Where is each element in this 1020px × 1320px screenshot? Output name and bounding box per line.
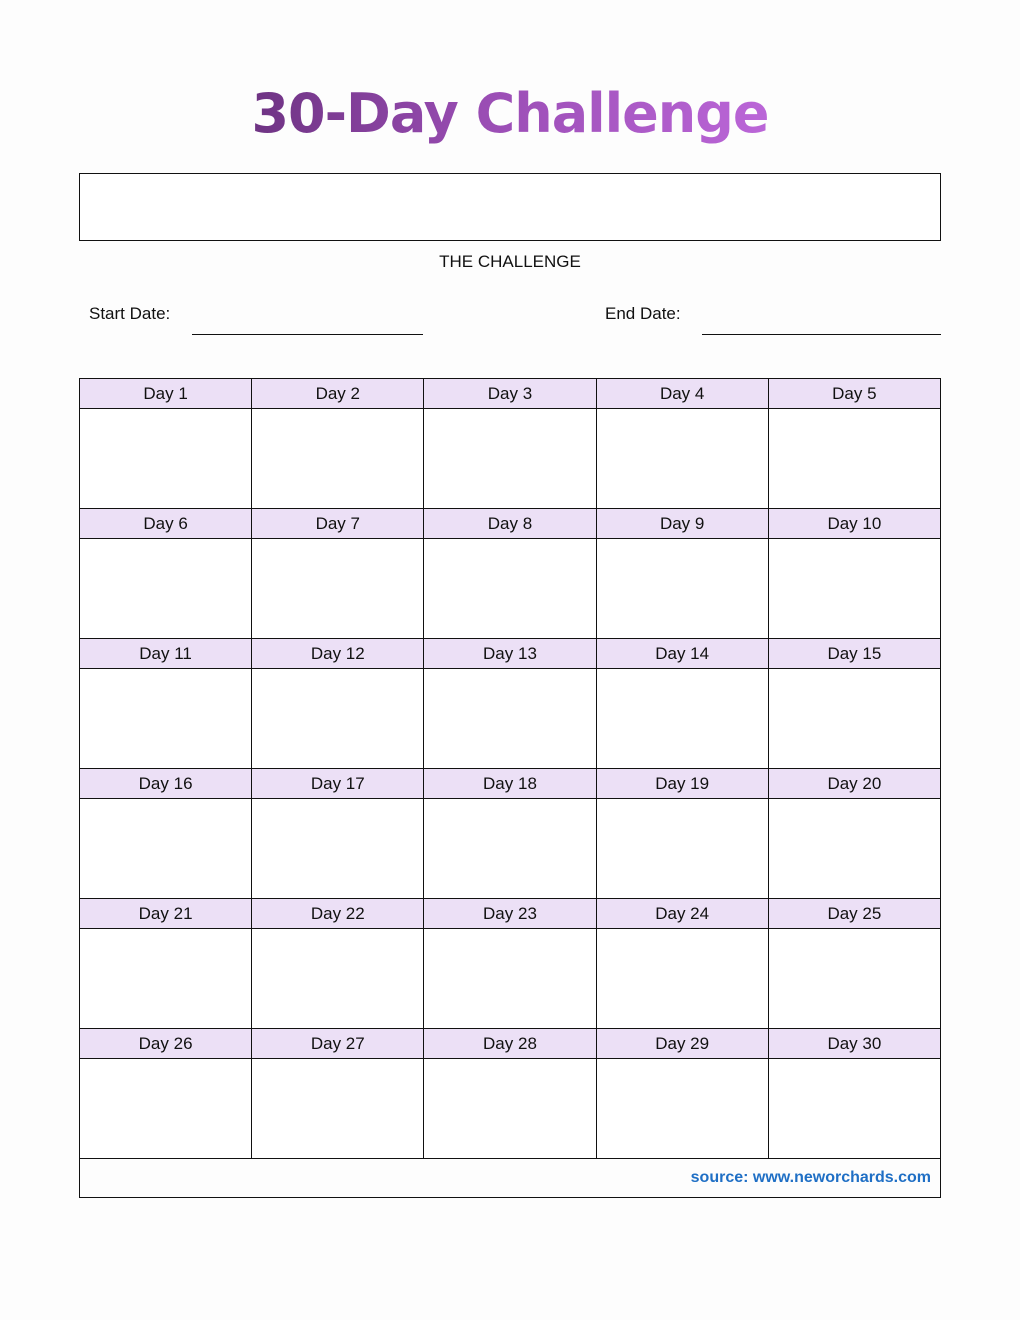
day-header-row bbox=[80, 509, 941, 539]
day-entry-cell[interactable] bbox=[424, 1059, 596, 1159]
day-label: Day 3 bbox=[424, 379, 596, 409]
day-label: Day 12 bbox=[252, 639, 424, 669]
day-entry-cell[interactable] bbox=[424, 929, 596, 1029]
day-entry-cell[interactable] bbox=[768, 799, 940, 899]
day-label: Day 2 bbox=[252, 379, 424, 409]
page-title-text: 30-Day Challenge bbox=[251, 82, 769, 145]
day-entry-cell[interactable] bbox=[768, 669, 940, 769]
day-label: Day 7 bbox=[252, 509, 424, 539]
day-entry-cell[interactable] bbox=[424, 669, 596, 769]
day-entry-row bbox=[80, 929, 941, 1029]
day-label: Day 21 bbox=[80, 899, 252, 929]
day-entry-row bbox=[80, 799, 941, 899]
day-entry-cell[interactable] bbox=[252, 929, 424, 1029]
day-label: Day 16 bbox=[80, 769, 252, 799]
day-entry-cell[interactable] bbox=[252, 1059, 424, 1159]
day-entry-cell[interactable] bbox=[596, 409, 768, 509]
day-label: Day 23 bbox=[424, 899, 596, 929]
day-label: Day 1 bbox=[80, 379, 252, 409]
challenge-label: THE CHALLENGE bbox=[439, 252, 581, 271]
day-label: Day 20 bbox=[768, 769, 940, 799]
day-entry-cell[interactable] bbox=[252, 409, 424, 509]
day-entry-cell[interactable] bbox=[596, 539, 768, 639]
day-entry-cell[interactable] bbox=[596, 929, 768, 1029]
day-label: Day 8 bbox=[424, 509, 596, 539]
end-date-label: End Date: bbox=[605, 304, 681, 323]
day-label: Day 29 bbox=[596, 1029, 768, 1059]
day-label: Day 27 bbox=[252, 1029, 424, 1059]
day-entry-row bbox=[80, 539, 941, 639]
day-grid bbox=[79, 378, 941, 1198]
day-label: Day 14 bbox=[596, 639, 768, 669]
day-entry-cell[interactable] bbox=[424, 539, 596, 639]
day-entry-cell[interactable] bbox=[80, 799, 252, 899]
day-label: Day 25 bbox=[768, 899, 940, 929]
day-entry-cell[interactable] bbox=[252, 799, 424, 899]
day-label: Day 30 bbox=[768, 1029, 940, 1059]
day-entry-cell[interactable] bbox=[80, 669, 252, 769]
challenge-input-box[interactable] bbox=[79, 173, 941, 241]
day-label: Day 18 bbox=[424, 769, 596, 799]
day-label: Day 17 bbox=[252, 769, 424, 799]
day-entry-cell[interactable] bbox=[768, 929, 940, 1029]
day-header-row bbox=[80, 639, 941, 669]
day-label: Day 28 bbox=[424, 1029, 596, 1059]
day-label: Day 11 bbox=[80, 639, 252, 669]
day-label: Day 15 bbox=[768, 639, 940, 669]
day-entry-cell[interactable] bbox=[596, 1059, 768, 1159]
day-entry-cell[interactable] bbox=[768, 539, 940, 639]
day-label: Day 19 bbox=[596, 769, 768, 799]
day-entry-cell[interactable] bbox=[252, 539, 424, 639]
day-label: Day 4 bbox=[596, 379, 768, 409]
day-header-row bbox=[80, 1029, 941, 1059]
start-date-field[interactable] bbox=[192, 334, 423, 335]
day-entry-cell[interactable] bbox=[424, 409, 596, 509]
day-entry-row bbox=[80, 409, 941, 509]
day-entry-cell[interactable] bbox=[768, 409, 940, 509]
day-label: Day 24 bbox=[596, 899, 768, 929]
page-title bbox=[0, 82, 1020, 145]
day-entry-cell[interactable] bbox=[424, 799, 596, 899]
day-entry-cell[interactable] bbox=[80, 1059, 252, 1159]
day-entry-cell[interactable] bbox=[80, 539, 252, 639]
day-header-row bbox=[80, 769, 941, 799]
day-label: Day 13 bbox=[424, 639, 596, 669]
day-entry-cell[interactable] bbox=[768, 1059, 940, 1159]
day-label: Day 6 bbox=[80, 509, 252, 539]
day-entry-cell[interactable] bbox=[596, 799, 768, 899]
start-date-label: Start Date: bbox=[89, 304, 171, 323]
day-header-row bbox=[80, 379, 941, 409]
day-label: Day 5 bbox=[768, 379, 940, 409]
end-date-field[interactable] bbox=[702, 334, 941, 335]
source-credit[interactable]: source: www.neworchards.com bbox=[80, 1159, 941, 1198]
day-entry-cell[interactable] bbox=[80, 929, 252, 1029]
day-label: Day 9 bbox=[596, 509, 768, 539]
day-label: Day 26 bbox=[80, 1029, 252, 1059]
day-entry-row bbox=[80, 669, 941, 769]
day-entry-cell[interactable] bbox=[80, 409, 252, 509]
day-label: Day 22 bbox=[252, 899, 424, 929]
day-entry-row bbox=[80, 1059, 941, 1159]
day-header-row bbox=[80, 899, 941, 929]
day-entry-cell[interactable] bbox=[596, 669, 768, 769]
day-label: Day 10 bbox=[768, 509, 940, 539]
day-entry-cell[interactable] bbox=[252, 669, 424, 769]
